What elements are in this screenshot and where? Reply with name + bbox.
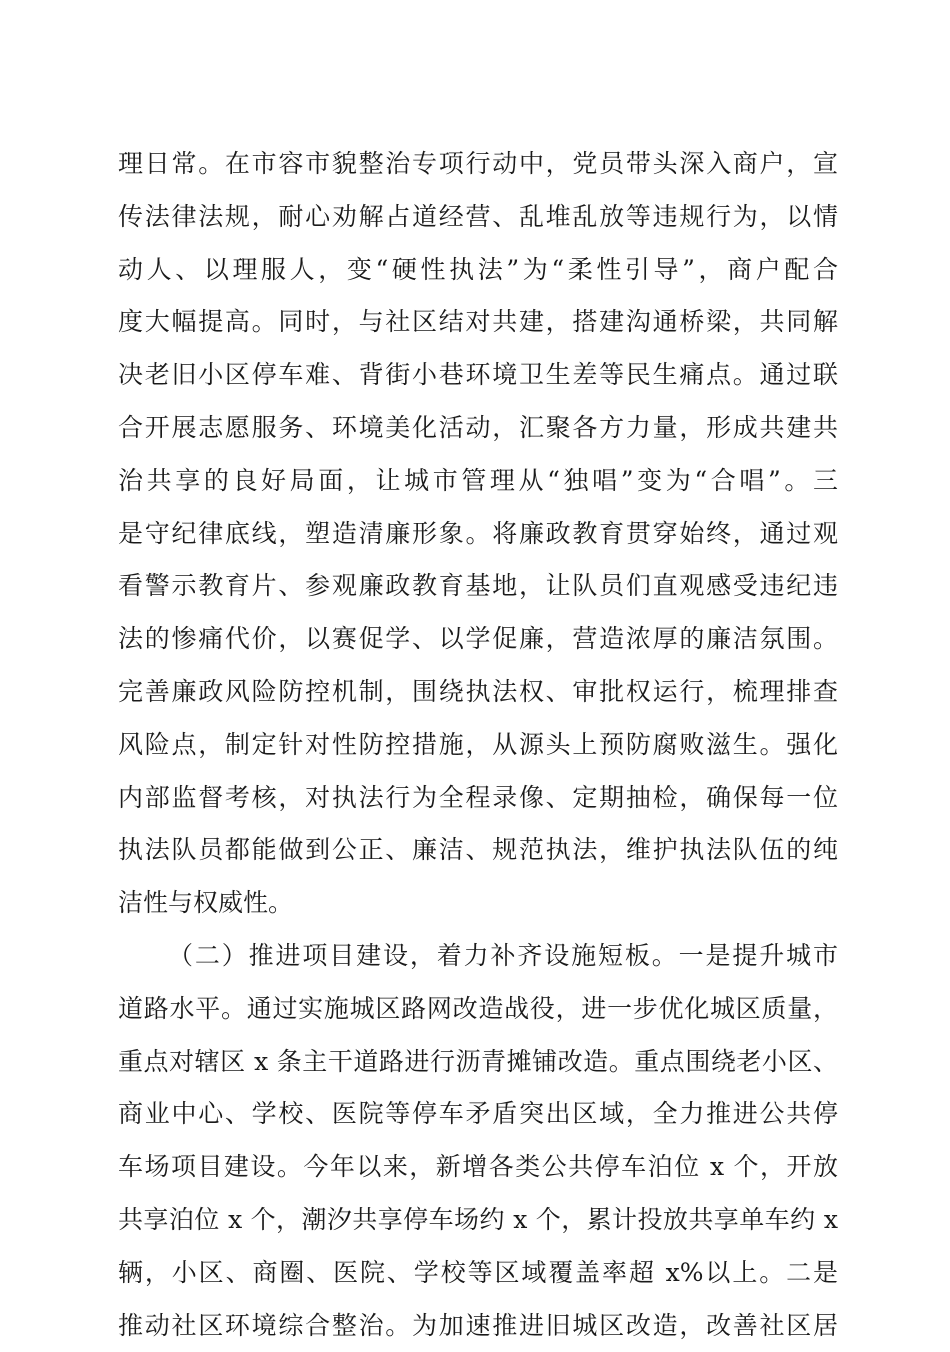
- text-line: 执法队员都能做到公正、廉洁、规范执法，维护执法队伍的纯: [118, 835, 838, 865]
- text-line: 内部监督考核，对执法行为全程录像、定期抽检，确保每一位: [118, 782, 838, 812]
- text-line: 治共享的良好局面，让城市管理从“独唱”变为“合唱”。三: [118, 465, 838, 495]
- paragraph-1: [118, 138, 838, 930]
- text-line: 度大幅提高。同时，与社区结对共建，搭建沟通桥梁，共同解: [118, 307, 838, 337]
- text-line: 重点对辖区 x 条主干道路进行沥青摊铺改造。重点围绕老小区、: [118, 1046, 838, 1076]
- text-line: 车场项目建设。今年以来，新增各类公共停车泊位 x 个，开放: [118, 1152, 838, 1182]
- text-line: 传法律法规，耐心劝解占道经营、乱堆乱放等违规行为，以情: [118, 201, 838, 231]
- text-line: 道路水平。通过实施城区路网改造战役，进一步优化城区质量，: [118, 993, 838, 1023]
- text-line: 是守纪律底线，塑造清廉形象。将廉政教育贯穿始终，通过观: [118, 518, 838, 548]
- text-line: 动人、以理服人，变“硬性执法”为“柔性引导”，商户配合: [118, 254, 838, 284]
- text-line: 决老旧小区停车难、背街小巷环境卫生差等民生痛点。通过联: [118, 360, 838, 390]
- text-line: 推动社区环境综合整治。为加速推进旧城区改造，改善社区居: [118, 1310, 838, 1340]
- text-line: 合开展志愿服务、环境美化活动，汇聚各方力量，形成共建共: [118, 412, 838, 442]
- text-line: 辆，小区、商圈、医院、学校等区域覆盖率超 x%以上。二是: [118, 1257, 838, 1287]
- text-line: 理日常。在市容市貌整治专项行动中，党员带头深入商户，宣: [118, 149, 838, 178]
- paragraph-2: [118, 930, 838, 1352]
- text-line: 共享泊位 x 个，潮汐共享停车场约 x 个，累计投放共享单车约 x: [118, 1204, 838, 1234]
- text-line: 洁性与权威性。: [118, 888, 294, 918]
- text-line: 法的惨痛代价，以赛促学、以学促廉，营造浓厚的廉洁氛围。: [118, 624, 838, 654]
- text-line: 商业中心、学校、医院等停车矛盾突出区域，全力推进公共停: [118, 1099, 838, 1129]
- text-line: 完善廉政风险防控机制，围绕执法权、审批权运行，梳理排查: [118, 676, 838, 706]
- document-body: [118, 138, 838, 1352]
- text-line: 看警示教育片、参观廉政教育基地，让队员们直观感受违纪违: [118, 571, 838, 601]
- text-line: 风险点，制定针对性防控措施，从源头上预防腐败滋生。强化: [118, 729, 838, 759]
- section-heading-line: （二）推进项目建设，着力补齐设施短板。一是提升城市: [168, 940, 838, 970]
